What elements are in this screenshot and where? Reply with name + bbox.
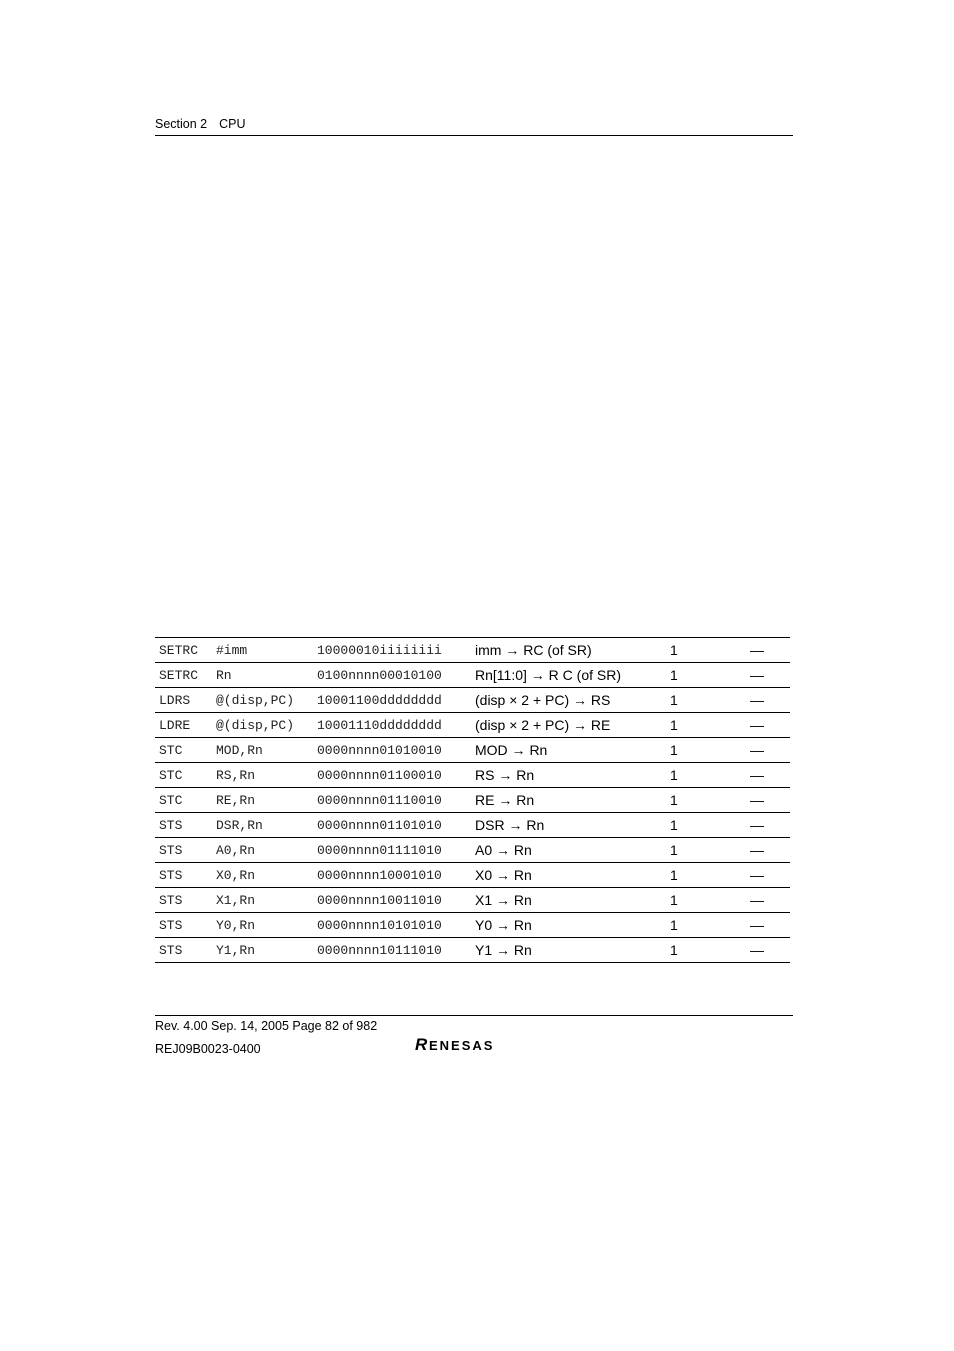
operation-cell: Y0 → Rn: [475, 913, 670, 938]
instruction-code-cell: 0000nnnn10101010: [317, 913, 475, 938]
instruction-code-cell: 10001100dddddddd: [317, 688, 475, 713]
instruction-code-cell: 0000nnnn01100010: [317, 763, 475, 788]
page-header: [155, 116, 793, 136]
instruction-code-cell: 0100nnnn00010100: [317, 663, 475, 688]
operand-cell: @(disp,PC): [216, 688, 317, 713]
section-label: Section 2: [155, 117, 208, 131]
operand-cell: #imm: [216, 638, 317, 663]
mnemonic-cell: LDRS: [155, 688, 216, 713]
table-row: [155, 913, 790, 938]
operand-cell: Y1,Rn: [216, 942, 256, 958]
t-bit-cell: —: [750, 663, 790, 688]
execution-cycles-cell: 1: [670, 738, 750, 763]
instruction-code-cell: 10000010iiiiiiii: [317, 638, 475, 663]
execution-cycles-cell: 1: [670, 788, 750, 813]
document-number: REJ09B0023-0400: [155, 1042, 261, 1056]
t-bit-cell: —: [750, 863, 790, 888]
mnemonic-cell: SETRC: [155, 638, 216, 663]
table-row: [155, 788, 790, 813]
operation-cell: (disp × 2 + PC) → RS: [475, 688, 670, 713]
table-row: [155, 888, 790, 913]
instruction-code-cell: 10001110dddddddd: [317, 713, 475, 738]
table-row: [155, 813, 790, 838]
mnemonic-cell: LDRE: [155, 713, 216, 738]
chapter-label: CPU: [219, 117, 246, 131]
operation-cell: DSR → Rn: [475, 813, 670, 838]
operand-cell: RS,Rn: [216, 763, 317, 788]
execution-cycles-cell: 1: [670, 863, 750, 888]
operand-cell: @(disp,PC): [216, 713, 317, 738]
operation-cell: RS → Rn: [475, 763, 670, 788]
execution-cycles-cell: 1: [670, 942, 678, 958]
execution-cycles-cell: 1: [670, 838, 750, 863]
mnemonic-cell: STS: [155, 863, 216, 888]
operation-cell: Y1 → Rn: [475, 942, 532, 958]
t-bit-cell: —: [750, 638, 790, 663]
operand-cell: Rn: [216, 663, 317, 688]
instruction-code-cell: 0000nnnn10011010: [317, 888, 475, 913]
t-bit-cell: —: [750, 788, 790, 813]
operation-cell: X1 → Rn: [475, 888, 670, 913]
execution-cycles-cell: 1: [670, 663, 750, 688]
operand-cell: RE,Rn: [216, 788, 317, 813]
operand-cell: A0,Rn: [216, 838, 317, 863]
instruction-code-cell: 0000nnnn01111010: [317, 838, 475, 863]
instruction-table: [155, 637, 790, 963]
execution-cycles-cell: 1: [670, 913, 750, 938]
mnemonic-cell: STS: [155, 813, 216, 838]
table-row: [155, 638, 790, 663]
operation-cell: X0 → Rn: [475, 863, 670, 888]
table-row: [155, 663, 790, 688]
operation-cell: Rn[11:0] → R C (of SR): [475, 663, 670, 688]
operation-cell: A0 → Rn: [475, 838, 670, 863]
mnemonic-cell: STC: [155, 738, 216, 763]
operand-cell: X0,Rn: [216, 863, 317, 888]
instruction-code-cell: 0000nnnn10111010: [317, 942, 442, 958]
instruction-code-cell: 0000nnnn01101010: [317, 813, 475, 838]
operand-cell: DSR,Rn: [216, 813, 317, 838]
execution-cycles-cell: 1: [670, 713, 750, 738]
t-bit-cell: —: [750, 888, 790, 913]
table-row: [155, 763, 790, 788]
t-bit-cell: —: [750, 838, 790, 863]
t-bit-cell: —: [750, 813, 790, 838]
execution-cycles-cell: 1: [670, 763, 750, 788]
svg-text:ENESAS: ENESAS: [429, 1038, 495, 1053]
revision-info: Rev. 4.00 Sep. 14, 2005 Page 82 of 982: [155, 1019, 378, 1033]
t-bit-cell: —: [750, 738, 790, 763]
mnemonic-cell: STC: [155, 763, 216, 788]
mnemonic-cell: STS: [155, 913, 216, 938]
operation-cell: imm → RC (of SR): [475, 638, 670, 663]
execution-cycles-cell: 1: [670, 813, 750, 838]
t-bit-cell: —: [750, 913, 790, 938]
table-row: [155, 688, 790, 713]
operand-cell: MOD,Rn: [216, 738, 317, 763]
operand-cell: X1,Rn: [216, 888, 317, 913]
mnemonic-cell: STS: [155, 838, 216, 863]
renesas-logo: [415, 1034, 535, 1054]
t-bit-cell: —: [750, 942, 764, 958]
t-bit-cell: —: [750, 713, 790, 738]
execution-cycles-cell: 1: [670, 888, 750, 913]
page-footer: [155, 1015, 793, 1056]
table-row: [155, 938, 790, 963]
table-row: [155, 863, 790, 888]
table-row: [155, 738, 790, 763]
mnemonic-cell: STS: [159, 942, 183, 958]
instruction-code-cell: 0000nnnn01110010: [317, 788, 475, 813]
mnemonic-cell: STS: [155, 888, 216, 913]
instruction-code-cell: 0000nnnn01010010: [317, 738, 475, 763]
operation-cell: RE → Rn: [475, 788, 670, 813]
instruction-code-cell: 0000nnnn10001010: [317, 863, 475, 888]
mnemonic-cell: SETRC: [155, 663, 216, 688]
t-bit-cell: —: [750, 688, 790, 713]
execution-cycles-cell: 1: [670, 688, 750, 713]
t-bit-cell: —: [750, 763, 790, 788]
operation-cell: MOD → Rn: [475, 738, 670, 763]
mnemonic-cell: STC: [155, 788, 216, 813]
operation-cell: (disp × 2 + PC) → RE: [475, 713, 670, 738]
execution-cycles-cell: 1: [670, 638, 750, 663]
svg-text:R: R: [415, 1035, 429, 1054]
table-row: [155, 838, 790, 863]
table-row: [155, 713, 790, 738]
operand-cell: Y0,Rn: [216, 913, 317, 938]
